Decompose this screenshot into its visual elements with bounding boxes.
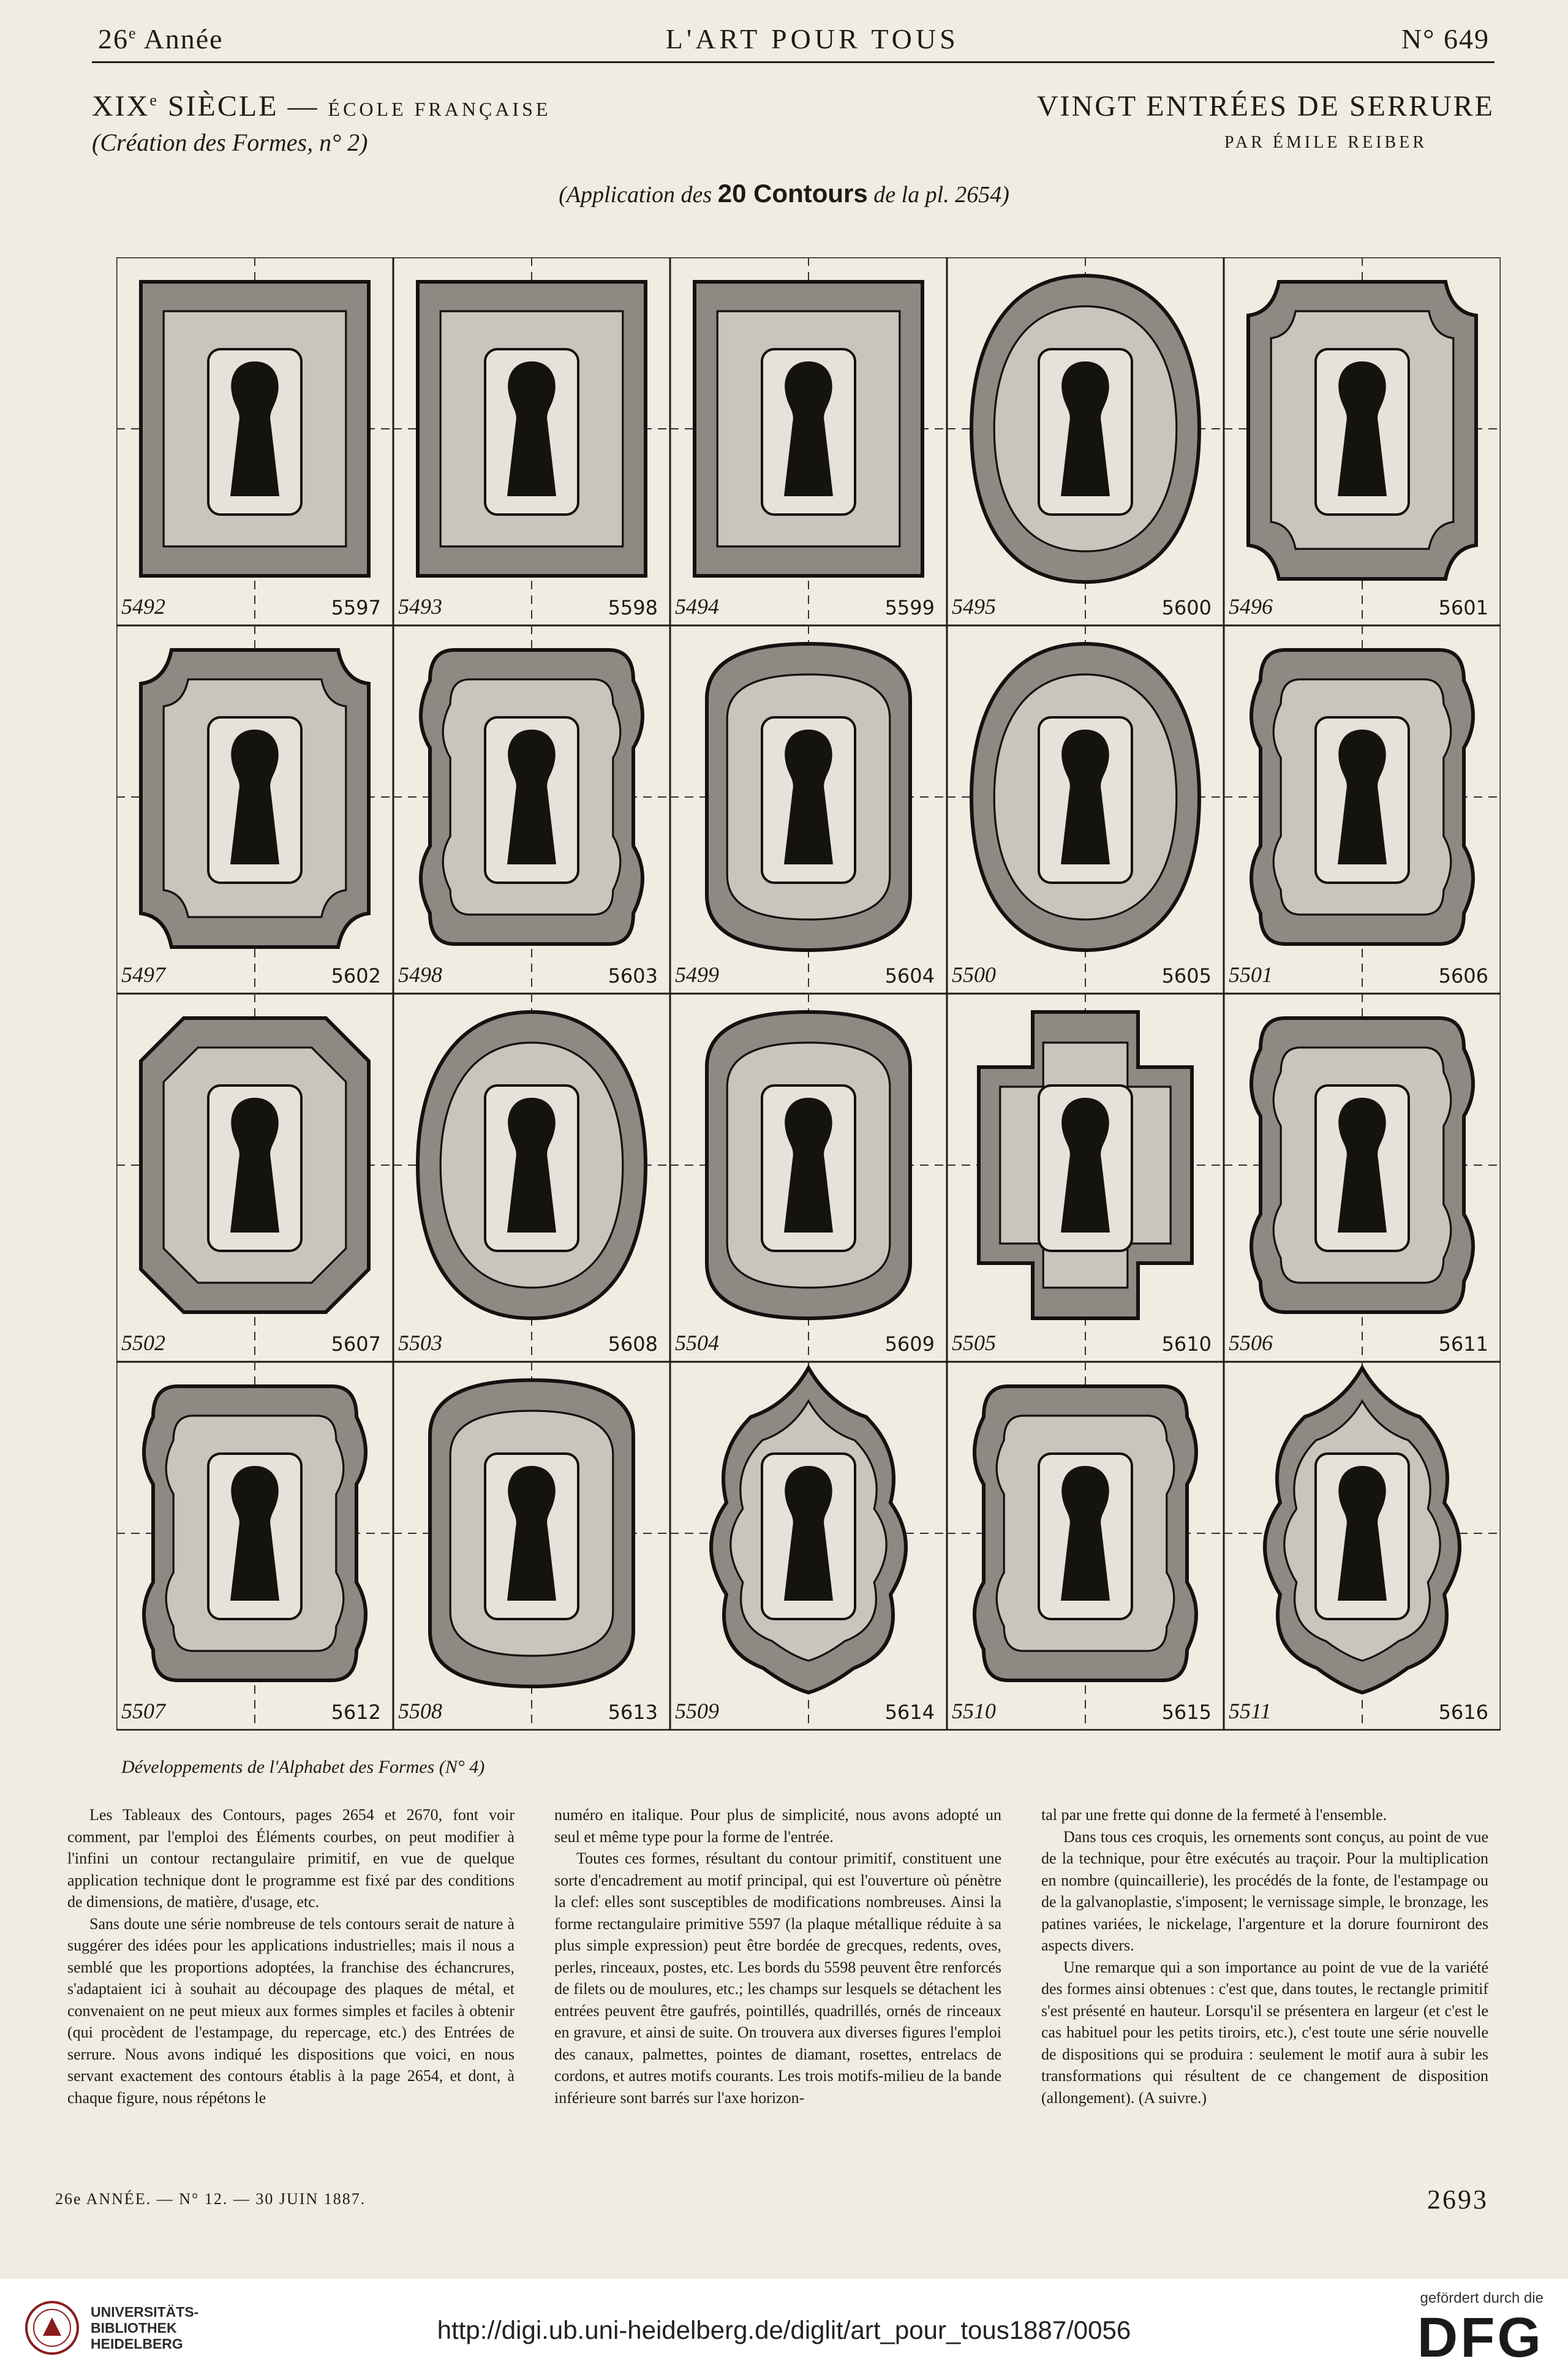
keyhole-escutcheon-icon <box>1224 1362 1501 1730</box>
contour-number: 5504 <box>675 1331 719 1355</box>
title-row <box>92 85 1494 127</box>
figure-number: 5602 <box>331 964 381 987</box>
keyhole-escutcheon-icon <box>947 1362 1224 1730</box>
plate-caption: Développements de l'Alphabet des Formes (N° 4) <box>121 1757 485 1777</box>
paragraph: Toutes ces formes, résultant du contour primitif, constituent une sorte d'encadrement au motif principal, qui est l'ouverture où pénètre la clef: elles sont susceptibles de modifications nombreuses. Ainsi la forme rectangulaire primitive 5597 (la plaque métallique réduite à sa plus simple expression) peut être bordée de grecques, redents, oves, perles, rinceaux, postes, etc. Les bords du 5598 peuvent être renforcés de filets ou de moulures, etc.; les champs sur lesquels se détachent les entrées peuvent être gaufrés, pointillés, quadrillés, ornés de rinceaux en gravure, et ainsi de suite. On trouvera aux diverses figures l'emploi des canaux, palmettes, pointes de diamant, rosettes, entrelacs de cordons, et autres motifs courants. Les trois motifs-milieu de la bande inférieure sont barrés sur l'axe horizon- <box>554 1849 1001 2107</box>
figure-number: 5609 <box>884 1332 935 1356</box>
contour-number: 5500 <box>952 962 996 987</box>
keyhole-escutcheon-icon <box>947 625 1224 994</box>
header-rule <box>92 61 1494 63</box>
keyhole-escutcheon-icon <box>1224 625 1501 994</box>
issue-number: N° 649 <box>1401 23 1490 55</box>
plate-title: VINGT ENTRÉES DE SERRURE <box>1036 89 1494 123</box>
text-column-3 <box>1041 1804 1488 2172</box>
keyhole-escutcheon-icon <box>1224 994 1501 1362</box>
figure-number: 5610 <box>1161 1332 1212 1356</box>
keyhole-escutcheon-icon <box>393 994 670 1362</box>
figure-number: 5606 <box>1438 964 1488 987</box>
contour-number: 5509 <box>675 1699 719 1723</box>
keyhole-escutcheon-icon <box>393 625 670 994</box>
running-head <box>98 17 1490 60</box>
escutcheon-cell <box>1224 1362 1501 1730</box>
escutcheon-cell <box>116 1362 393 1730</box>
paragraph: tal par une frette qui donne de la fermeté à l'ensemble. <box>1041 1806 1387 1824</box>
digitization-banner <box>0 2279 1568 2375</box>
author: PAR ÉMILE REIBER <box>1224 132 1427 152</box>
contour-number: 5492 <box>121 594 165 619</box>
text-column-1 <box>67 1804 514 2172</box>
escutcheon-cell <box>1224 994 1501 1362</box>
escutcheon-cell <box>116 257 393 625</box>
contour-number: 5494 <box>675 594 719 619</box>
escutcheon-cell <box>1224 625 1501 994</box>
keyhole-escutcheon-icon <box>393 257 670 625</box>
figure-number: 5611 <box>1438 1332 1488 1356</box>
figure-number: 5599 <box>884 596 935 619</box>
paragraph: Sans doute une série nombreuse de tels contours serait de nature à suggérer des idées pour les applications industrielles; mais il nous a semblé que les proportions adoptées, la franchise des échancrures, s'adaptaient ici à souhait au découpage des plaques de métal, et convenaient on ne peut mieux aux formes simples et faciles à obtenir (qui procèdent de l'estampage, du repercage, etc.) des Entrées de serrure. Nous avons indiqué les dispositions que voici, en nous servant exactement des contours établis à la page 2654, et dont, à chaque figure, nous répétons le <box>67 1914 514 2107</box>
figure-number: 5603 <box>608 964 658 987</box>
contour-number: 5505 <box>952 1331 996 1355</box>
contour-number: 5506 <box>1229 1331 1273 1355</box>
figure-number: 5608 <box>608 1332 658 1356</box>
contour-number: 5493 <box>398 594 442 619</box>
escutcheon-cell <box>393 257 670 625</box>
contour-number: 5499 <box>675 962 719 987</box>
contour-number: 5498 <box>398 962 442 987</box>
escutcheon-cell <box>947 994 1224 1362</box>
escutcheon-cell <box>116 994 393 1362</box>
escutcheon-cell <box>670 625 947 994</box>
figure-number: 5612 <box>331 1701 381 1724</box>
paragraph: Les Tableaux des Contours, pages 2654 et 2670, font voir comment, par l'emploi des Éléments courbes, on peut modifier à l'infini un contour rectangulaire primitif, en vue de quelque application technique dont le programme est fixé par des conditions de dimensions, de matière, d'usage, etc. <box>67 1806 514 1911</box>
contour-number: 5502 <box>121 1331 165 1355</box>
contour-number: 5495 <box>952 594 996 619</box>
figure-number: 5605 <box>1161 964 1212 987</box>
escutcheon-cell <box>670 1362 947 1730</box>
figure-number: 5598 <box>608 596 658 619</box>
figure-number: 5600 <box>1161 596 1212 619</box>
escutcheon-cell <box>670 994 947 1362</box>
contour-number: 5497 <box>121 962 165 987</box>
contour-number: 5508 <box>398 1699 442 1723</box>
keyhole-escutcheon-icon <box>116 994 393 1362</box>
figure-number: 5601 <box>1438 596 1488 619</box>
figure-number: 5607 <box>331 1332 381 1356</box>
escutcheon-cell <box>670 257 947 625</box>
figure-number: 5616 <box>1438 1701 1488 1724</box>
escutcheon-cell <box>947 625 1224 994</box>
keyhole-escutcheon-icon <box>670 257 947 625</box>
subtitle-row <box>92 126 1494 159</box>
escutcheon-cell <box>1224 257 1501 625</box>
escutcheon-cell <box>393 1362 670 1730</box>
keyhole-escutcheon-icon <box>1224 257 1501 625</box>
page-footer <box>55 2178 1488 2221</box>
escutcheon-cell <box>947 257 1224 625</box>
escutcheon-cell <box>116 625 393 994</box>
header-left: 26e Année <box>98 23 224 55</box>
funder <box>1417 2290 1544 2368</box>
century-title: XIXe SIÈCLE — ÉCOLE FRANÇAISE <box>92 89 551 123</box>
escutcheon-cell <box>947 1362 1224 1730</box>
contour-number: 5503 <box>398 1331 442 1355</box>
escutcheon-cell <box>393 994 670 1362</box>
keyhole-escutcheon-icon <box>947 257 1224 625</box>
paragraph: Dans tous ces croquis, les ornements sont conçus, au point de vue de la technique, pour être exécutés au traçoir. Pour la multiplication en nombre (quincaillerie), les procédés de la fonte, de l'estampage ou de la galvanoplastie, s'imposent; le vernissage simple, le bronzage, les patines variées, le nickelage, l'argenture et la dorure fourniront des aspects divers. <box>1041 1827 1488 1954</box>
figure-number: 5614 <box>884 1701 935 1724</box>
funded-by-label: gefördert durch die <box>1420 2290 1544 2306</box>
keyhole-escutcheon-icon <box>116 257 393 625</box>
paragraph: numéro en italique. Pour plus de simplicité, nous avons adopté un seul et même type pour la forme de l'entrée. <box>554 1806 1001 1846</box>
contour-number: 5496 <box>1229 594 1273 619</box>
keyhole-escutcheon-icon <box>670 1362 947 1730</box>
keyhole-escutcheon-icon <box>670 625 947 994</box>
journal-title: L'ART POUR TOUS <box>665 23 959 55</box>
figure-number: 5613 <box>608 1701 658 1724</box>
page-number: 2693 <box>1427 2184 1488 2215</box>
keyhole-escutcheon-icon <box>116 1362 393 1730</box>
university-name: UNIVERSITÄTS- BIBLIOTHEK HEIDELBERG <box>91 2304 199 2352</box>
contour-number: 5510 <box>952 1699 996 1723</box>
contour-number: 5507 <box>121 1699 165 1723</box>
figure-number: 5604 <box>884 964 935 987</box>
text-column-2 <box>554 1804 1001 2172</box>
keyhole-escutcheon-icon <box>116 625 393 994</box>
body-text <box>67 1804 1488 2172</box>
subtitle: (Création des Formes, n° 2) <box>92 129 368 156</box>
contour-number: 5501 <box>1229 962 1273 987</box>
issue-date: 26e ANNÉE. — N° 12. — 30 JUIN 1887. <box>55 2190 366 2208</box>
escutcheon-cell <box>393 625 670 994</box>
keyhole-escutcheon-icon <box>393 1362 670 1730</box>
source-url[interactable]: http://digi.ub.uni-heidelberg.de/diglit/art_pour_tous1887/0056 <box>437 2316 1131 2344</box>
figure-number: 5597 <box>331 596 381 619</box>
application-note: (Application des 20 Contours de la pl. 2654) <box>559 179 1009 208</box>
dfg-logo: DFG <box>1417 2306 1544 2369</box>
keyhole-escutcheon-icon <box>670 994 947 1362</box>
contour-number: 5511 <box>1229 1699 1272 1723</box>
paragraph: Une remarque qui a son importance au point de vue de la variété des formes ainsi obtenues : c'est que, dans toutes, le rectangle primitif s'est présenté en hauteur. Lorsqu'il se présentera en largeur (et c'est le cas habituel pour les petits tiroirs, etc.), c'est toute une série nouvelle de dispositions qui se produira : seulement le motif aura à subir les transformations qui résultent de ce changement de disposition (allongement). (A suivre.) <box>1041 1958 1488 2107</box>
keyhole-escutcheon-icon <box>947 994 1224 1362</box>
figure-number: 5615 <box>1161 1701 1212 1724</box>
escutcheon-plate <box>116 257 1501 1731</box>
